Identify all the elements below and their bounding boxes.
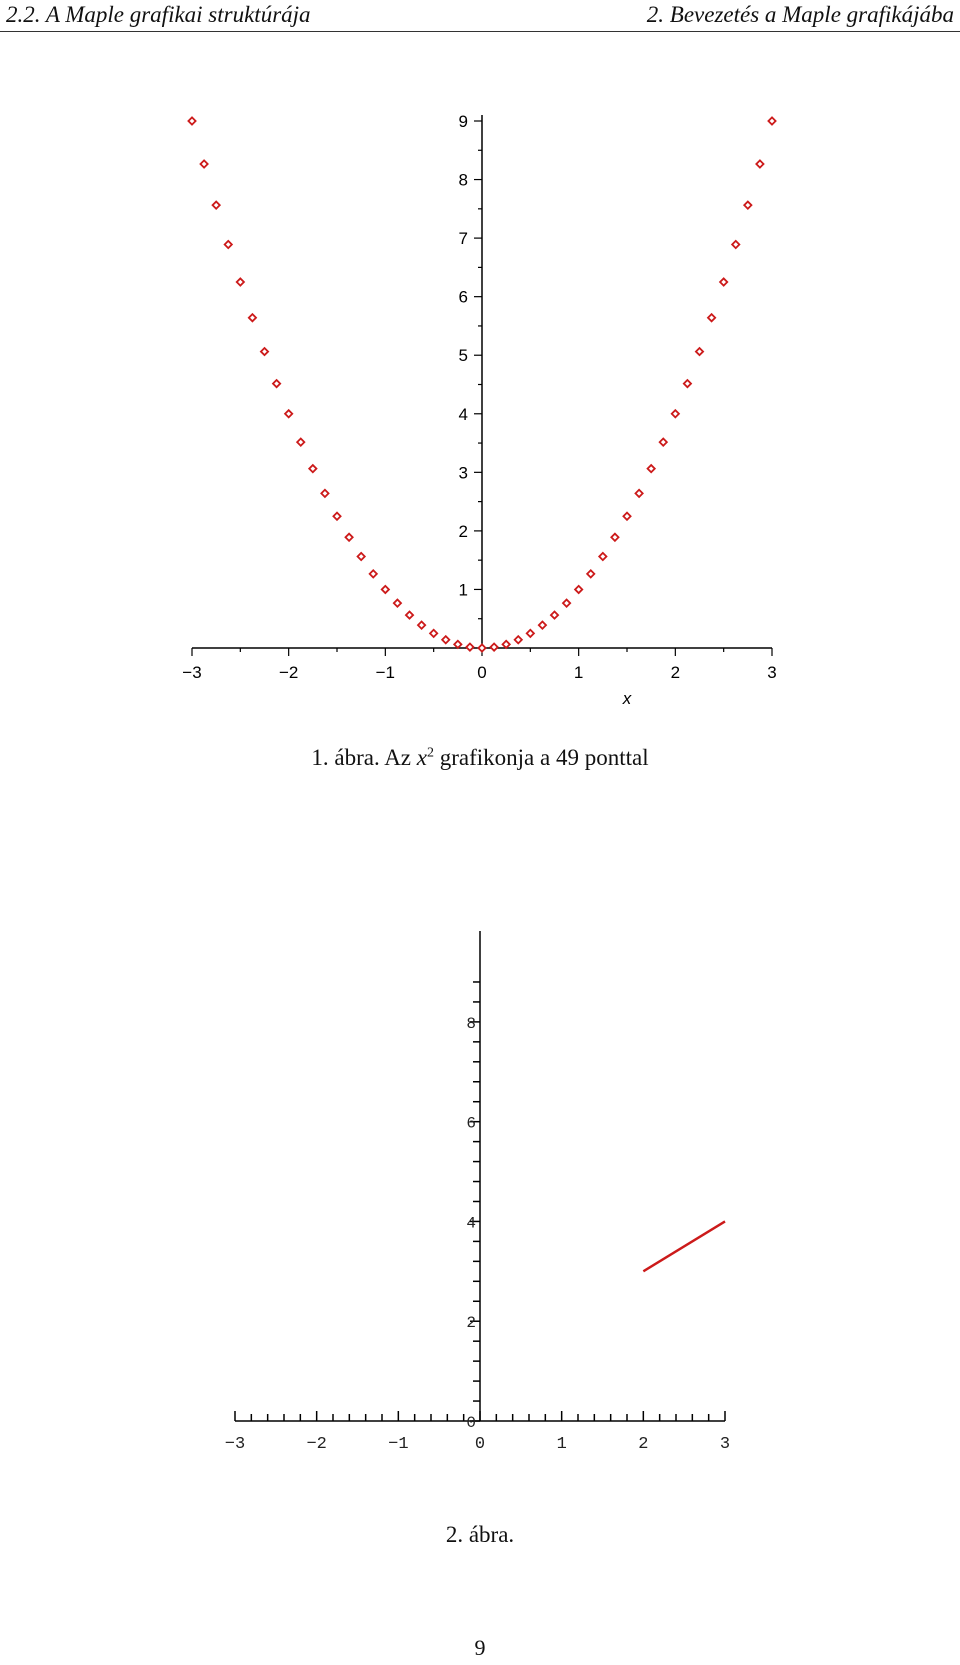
data-point xyxy=(539,622,546,629)
data-point xyxy=(635,490,642,497)
data-point xyxy=(672,410,679,417)
caption-1-prefix: 1. ábra. Az xyxy=(311,745,412,770)
x-tick-label: 2 xyxy=(638,1435,649,1454)
data-point xyxy=(478,644,485,651)
data-point xyxy=(345,534,352,541)
running-head-section: 2.2. A Maple grafikai struktúrája xyxy=(6,2,311,27)
x-tick-label: 1 xyxy=(556,1435,567,1454)
data-point xyxy=(563,600,570,607)
x-tick-label: −2 xyxy=(278,663,299,682)
x-tick-label: −3 xyxy=(182,663,202,682)
data-point xyxy=(309,465,316,472)
data-point xyxy=(261,348,268,355)
x-tick-label: 0 xyxy=(474,1435,486,1454)
data-point xyxy=(370,570,377,577)
y-tick-label: 4 xyxy=(458,404,468,424)
y-tick-label: 6 xyxy=(458,287,468,307)
x-tick-label: −1 xyxy=(375,663,396,682)
figure-2-caption: 2. ábra. xyxy=(445,1522,515,1547)
data-point xyxy=(611,534,618,541)
y-tick-label: 4 xyxy=(466,1214,476,1233)
line-segment-plot xyxy=(0,925,960,1495)
data-point xyxy=(188,117,195,124)
caption-1-exponent: 2 xyxy=(427,745,434,761)
data-point xyxy=(454,641,461,648)
data-point xyxy=(575,586,582,593)
data-point xyxy=(358,553,365,560)
data-point xyxy=(466,643,473,650)
caption-1-suffix: grafikonja a 49 ponttal xyxy=(439,745,649,770)
y-tick-label: 1 xyxy=(458,580,468,600)
y-tick-label: 0 xyxy=(466,1414,476,1432)
data-point xyxy=(744,202,751,209)
data-point xyxy=(490,643,497,650)
data-point xyxy=(684,380,691,387)
data-point xyxy=(515,636,522,643)
data-point xyxy=(213,202,220,209)
x-tick-label: 3 xyxy=(767,663,777,682)
x-tick-label: 0 xyxy=(477,663,487,682)
data-point xyxy=(333,513,340,520)
data-point xyxy=(394,600,401,607)
data-point xyxy=(768,117,775,124)
data-point xyxy=(503,641,510,648)
y-tick-label: 8 xyxy=(458,170,468,190)
y-tick-label: 2 xyxy=(458,521,468,541)
caption-1-variable: x xyxy=(416,745,427,770)
running-head-chapter: 2. Bevezetés a Maple grafikájába xyxy=(646,2,954,27)
data-line-segment xyxy=(643,1221,725,1271)
data-point xyxy=(720,278,727,285)
page-header xyxy=(0,0,960,30)
data-point xyxy=(623,513,630,520)
data-point xyxy=(418,622,425,629)
data-point xyxy=(756,160,763,167)
data-point xyxy=(225,241,232,248)
x-axis-label: x xyxy=(622,689,632,708)
y-tick-label: 6 xyxy=(466,1114,476,1133)
data-point xyxy=(297,439,304,446)
y-tick-label: 8 xyxy=(466,1014,476,1033)
data-point xyxy=(273,380,280,387)
y-tick-label: 2 xyxy=(466,1314,476,1333)
x-tick-label: −3 xyxy=(224,1435,246,1454)
figure-1-caption xyxy=(0,745,960,771)
data-point xyxy=(708,314,715,321)
data-point xyxy=(237,278,244,285)
y-tick-label: 5 xyxy=(458,346,468,366)
data-point xyxy=(527,630,534,637)
figure-2-chart xyxy=(0,925,960,1495)
y-tick-label: 3 xyxy=(458,463,468,483)
data-point xyxy=(587,570,594,577)
data-point xyxy=(696,348,703,355)
x-tick-label: −1 xyxy=(388,1435,409,1454)
data-point xyxy=(321,490,328,497)
data-point xyxy=(406,611,413,618)
data-point xyxy=(285,410,292,417)
data-point xyxy=(660,439,667,446)
data-point xyxy=(442,636,449,643)
y-tick-label: 9 xyxy=(458,112,468,131)
parabola-scatter-plot xyxy=(0,95,960,715)
x-tick-label: 2 xyxy=(670,663,681,682)
data-point xyxy=(430,630,437,637)
x-tick-label: 3 xyxy=(719,1435,731,1454)
figure-1-chart xyxy=(0,95,960,715)
data-point xyxy=(249,314,256,321)
x-tick-label: −2 xyxy=(306,1435,327,1454)
y-tick-label: 7 xyxy=(458,229,468,249)
data-point xyxy=(382,586,389,593)
data-point xyxy=(200,160,207,167)
data-point xyxy=(551,611,558,618)
page-number: 9 xyxy=(474,1635,486,1660)
x-tick-label: 1 xyxy=(573,663,584,682)
data-point xyxy=(599,553,606,560)
data-point xyxy=(648,465,655,472)
header-rule xyxy=(0,31,960,32)
data-point xyxy=(732,241,739,248)
